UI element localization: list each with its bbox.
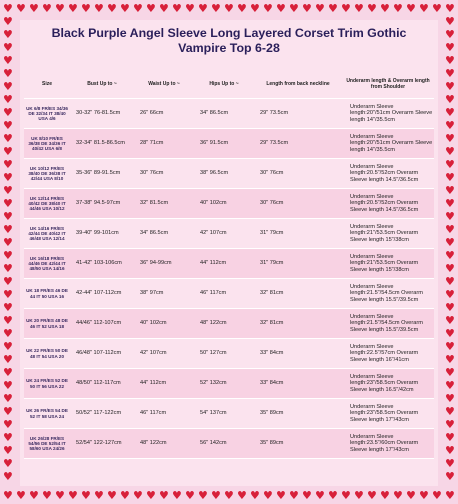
heart-icon: ♥ <box>185 2 195 15</box>
heart-icon: ♥ <box>3 327 13 340</box>
heart-icon: ♥ <box>406 489 416 502</box>
heart-icon: ♥ <box>445 379 455 392</box>
heart-icon: ♥ <box>237 2 247 15</box>
hips-cell: 50" 127cm <box>194 339 254 369</box>
heart-icon: ♥ <box>133 489 143 502</box>
heart-icon: ♥ <box>3 457 13 470</box>
heart-icon: ♥ <box>133 2 143 15</box>
bust-cell: 41-42" 103-106cm <box>70 249 134 279</box>
heart-icon: ♥ <box>315 2 325 15</box>
heart-icon: ♥ <box>445 470 455 483</box>
sleeve-cell: Underarm Sleeve length:21"/53.5cm Overarm Sleeve length 15"/38cm <box>342 249 434 279</box>
heart-icon: ♥ <box>224 489 234 502</box>
heart-icon: ♥ <box>3 197 13 210</box>
sleeve-cell: Underarm Sleeve length:20.5"/52cm Overarm Sleeve length 14.5"/36.5cm <box>342 189 434 219</box>
heart-icon: ♥ <box>3 489 13 502</box>
bust-cell: 39-40" 99-101cm <box>70 219 134 249</box>
heart-icon: ♥ <box>315 489 325 502</box>
waist-cell: 48" 122cm <box>134 429 194 459</box>
waist-cell: 44" 112cm <box>134 369 194 399</box>
table-row <box>24 369 434 399</box>
heart-icon: ♥ <box>445 327 455 340</box>
heart-icon: ♥ <box>211 2 221 15</box>
heart-icon: ♥ <box>445 405 455 418</box>
heart-icon: ♥ <box>16 489 26 502</box>
bust-cell: 30-32" 76-81.5cm <box>70 99 134 129</box>
heart-icon: ♥ <box>3 236 13 249</box>
heart-icon: ♥ <box>172 489 182 502</box>
heart-icon: ♥ <box>3 249 13 262</box>
hips-cell: 46" 117cm <box>194 279 254 309</box>
heart-icon: ♥ <box>3 288 13 301</box>
length-cell: 33" 84cm <box>254 339 342 369</box>
heart-icon: ♥ <box>29 489 39 502</box>
heart-icon: ♥ <box>432 489 442 502</box>
length-cell: 32" 81cm <box>254 309 342 339</box>
waist-cell: 30" 76cm <box>134 159 194 189</box>
waist-cell: 42" 107cm <box>134 339 194 369</box>
heart-icon: ♥ <box>445 489 455 502</box>
hips-cell: 42" 107cm <box>194 219 254 249</box>
heart-icon: ♥ <box>445 431 455 444</box>
length-cell: 31" 79cm <box>254 249 342 279</box>
heart-icon: ♥ <box>3 119 13 132</box>
heart-icon: ♥ <box>263 489 273 502</box>
header-hips: Hips Up to ~ <box>194 72 254 99</box>
sleeve-cell: Underarm Sleeve length:23"/58.5cm Overarm Sleeve length 17"/43cm <box>342 399 434 429</box>
size-cell: UK 26/28 FR/ES 54/56 DE 52/54 IT 58/60 USA 24/26 <box>24 429 70 459</box>
heart-icon: ♥ <box>3 379 13 392</box>
hips-cell: 40" 102cm <box>194 189 254 219</box>
sleeve-cell: Underarm Sleeve length:23"/58.5cm Overarm Sleeve length 16.5"/42cm <box>342 369 434 399</box>
heart-icon: ♥ <box>3 171 13 184</box>
size-cell: UK 14/16 FR/ES 42/44 DE 40/42 IT 46/48 USA 12/14 <box>24 219 70 249</box>
hips-cell: 36" 91.5cm <box>194 129 254 159</box>
table-row <box>24 99 434 129</box>
bust-cell: 32-34" 81.5-86.5cm <box>70 129 134 159</box>
heart-icon: ♥ <box>445 392 455 405</box>
table-row <box>24 279 434 309</box>
heart-icon: ♥ <box>3 392 13 405</box>
heart-icon: ♥ <box>445 93 455 106</box>
heart-icon: ♥ <box>3 314 13 327</box>
size-table <box>24 72 434 459</box>
heart-icon: ♥ <box>445 2 455 15</box>
heart-icon: ♥ <box>328 2 338 15</box>
heart-icon: ♥ <box>172 2 182 15</box>
length-cell: 29" 73.5cm <box>254 129 342 159</box>
heart-icon: ♥ <box>419 2 429 15</box>
heart-icon: ♥ <box>419 489 429 502</box>
bust-cell: 37-38" 94.5-97cm <box>70 189 134 219</box>
heart-icon: ♥ <box>3 366 13 379</box>
sleeve-cell: Underarm Sleeve length:20.5"/52cm Overarm Sleeve length 14.5"/36.5cm <box>342 159 434 189</box>
sleeve-cell: Underarm Sleeve length:23.5"/60cm Overarm Sleeve length 17"/43cm <box>342 429 434 459</box>
length-cell: 35" 89cm <box>254 429 342 459</box>
heart-icon: ♥ <box>3 210 13 223</box>
size-cell: UK 10/12 FR/ES 38/40 DE 36/38 IT 42/44 USA 8/10 <box>24 159 70 189</box>
heart-icon: ♥ <box>380 2 390 15</box>
heart-icon: ♥ <box>445 418 455 431</box>
heart-icon: ♥ <box>3 444 13 457</box>
header-size: Size <box>24 72 70 99</box>
length-cell: 29" 73.5cm <box>254 99 342 129</box>
hips-cell: 48" 122cm <box>194 309 254 339</box>
heart-icon: ♥ <box>393 2 403 15</box>
bust-cell: 48/50" 112-117cm <box>70 369 134 399</box>
waist-cell: 28" 71cm <box>134 129 194 159</box>
bust-cell: 50/52" 117-122cm <box>70 399 134 429</box>
heart-icon: ♥ <box>445 340 455 353</box>
heart-icon: ♥ <box>3 93 13 106</box>
header-bust: Bust Up to ~ <box>70 72 134 99</box>
length-cell: 33" 84cm <box>254 369 342 399</box>
heart-icon: ♥ <box>29 2 39 15</box>
heart-icon: ♥ <box>120 489 130 502</box>
hips-cell: 54" 137cm <box>194 399 254 429</box>
waist-cell: 40" 102cm <box>134 309 194 339</box>
heart-icon: ♥ <box>81 489 91 502</box>
heart-icon: ♥ <box>3 275 13 288</box>
heart-icon: ♥ <box>3 301 13 314</box>
heart-icon: ♥ <box>445 210 455 223</box>
bust-cell: 35-36" 89-91.5cm <box>70 159 134 189</box>
bust-cell: 52/54" 122-127cm <box>70 429 134 459</box>
table-row <box>24 129 434 159</box>
waist-cell: 32" 81.5cm <box>134 189 194 219</box>
table-row <box>24 219 434 249</box>
length-cell: 32" 81cm <box>254 279 342 309</box>
size-chart-sheet <box>20 20 438 486</box>
bust-cell: 44/46" 112-107cm <box>70 309 134 339</box>
heart-icon: ♥ <box>146 2 156 15</box>
heart-icon: ♥ <box>107 489 117 502</box>
size-cell: UK 16/18 FR/ES 44/46 DE 42/44 IT 48/50 USA 14/16 <box>24 249 70 279</box>
sleeve-cell: Underarm Sleeve length:21.5"/54.5cm Overarm Sleeve length 15.5"/39.5cm <box>342 279 434 309</box>
heart-icon: ♥ <box>3 470 13 483</box>
heart-icon: ♥ <box>3 41 13 54</box>
heart-icon: ♥ <box>42 489 52 502</box>
heart-icon: ♥ <box>289 489 299 502</box>
heart-icon: ♥ <box>445 28 455 41</box>
heart-icon: ♥ <box>250 2 260 15</box>
table-row <box>24 399 434 429</box>
size-cell: UK 8/10 FR/ES 36/38 DE 34/36 IT 40/42 USA 6/8 <box>24 129 70 159</box>
heart-icon: ♥ <box>3 67 13 80</box>
heart-icon: ♥ <box>198 2 208 15</box>
table-row <box>24 189 434 219</box>
heart-icon: ♥ <box>185 489 195 502</box>
table-row <box>24 309 434 339</box>
header-length: Length from back neckline <box>254 72 342 99</box>
heart-icon: ♥ <box>3 431 13 444</box>
size-cell: UK 22 FR/ES 50 DE 48 IT 54 USA 20 <box>24 339 70 369</box>
size-cell: UK 12/14 FR/ES 40/42 DE 38/40 IT 44/46 USA 10/12 <box>24 189 70 219</box>
hips-cell: 52" 132cm <box>194 369 254 399</box>
heart-icon: ♥ <box>445 275 455 288</box>
heart-icon: ♥ <box>3 158 13 171</box>
heart-icon: ♥ <box>380 489 390 502</box>
heart-icon: ♥ <box>42 2 52 15</box>
bust-cell: 46/48" 107-112cm <box>70 339 134 369</box>
heart-icon: ♥ <box>341 2 351 15</box>
heart-icon: ♥ <box>445 67 455 80</box>
hips-cell: 56" 142cm <box>194 429 254 459</box>
heart-icon: ♥ <box>3 106 13 119</box>
header-waist: Waist Up to ~ <box>134 72 194 99</box>
heart-icon: ♥ <box>445 236 455 249</box>
title-line-2: Vampire Top 6-28 <box>178 41 280 55</box>
size-cell: UK 20 FR/ES 48 DE 46 IT 52 USA 18 <box>24 309 70 339</box>
heart-icon: ♥ <box>3 353 13 366</box>
heart-icon: ♥ <box>211 489 221 502</box>
waist-cell: 46" 117cm <box>134 399 194 429</box>
heart-icon: ♥ <box>328 489 338 502</box>
heart-icon: ♥ <box>367 489 377 502</box>
heart-icon: ♥ <box>3 54 13 67</box>
waist-cell: 36" 94-99cm <box>134 249 194 279</box>
heart-icon: ♥ <box>276 2 286 15</box>
heart-icon: ♥ <box>3 340 13 353</box>
table-row <box>24 159 434 189</box>
waist-cell: 34" 86.5cm <box>134 219 194 249</box>
sleeve-cell: Underarm Sleeve length:20"/51cm Overarm Sleeve length 14"/35.5cm <box>342 99 434 129</box>
heart-icon: ♥ <box>94 2 104 15</box>
heart-icon: ♥ <box>432 2 442 15</box>
size-cell: UK 26 FR/ES 54 DE 52 IT 58 USA 24 <box>24 399 70 429</box>
length-cell: 31" 79cm <box>254 219 342 249</box>
heart-icon: ♥ <box>445 301 455 314</box>
heart-icon: ♥ <box>250 489 260 502</box>
heart-icon: ♥ <box>81 2 91 15</box>
heart-icon: ♥ <box>445 54 455 67</box>
waist-cell: 26" 66cm <box>134 99 194 129</box>
heart-icon: ♥ <box>198 489 208 502</box>
table-header-row <box>24 72 434 99</box>
heart-icon: ♥ <box>445 158 455 171</box>
waist-cell: 38" 97cm <box>134 279 194 309</box>
header-sleeve: Underarm length & Overarm length from Shoulder <box>342 72 434 99</box>
heart-icon: ♥ <box>3 15 13 28</box>
heart-icon: ♥ <box>3 80 13 93</box>
heart-icon: ♥ <box>276 489 286 502</box>
page-title <box>20 26 438 56</box>
heart-icon: ♥ <box>289 2 299 15</box>
heart-icon: ♥ <box>94 489 104 502</box>
size-cell: UK 24 FR/ES 52 DE 50 IT 56 USA 22 <box>24 369 70 399</box>
heart-icon: ♥ <box>445 444 455 457</box>
length-cell: 30" 76cm <box>254 159 342 189</box>
sleeve-cell: Underarm Sleeve length:21"/53.5cm Overarm Sleeve length 15"/38cm <box>342 219 434 249</box>
heart-icon: ♥ <box>445 457 455 470</box>
heart-icon: ♥ <box>159 2 169 15</box>
length-cell: 35" 89cm <box>254 399 342 429</box>
heart-icon: ♥ <box>445 353 455 366</box>
heart-icon: ♥ <box>3 2 13 15</box>
heart-icon: ♥ <box>55 2 65 15</box>
table-row <box>24 429 434 459</box>
sleeve-cell: Underarm Sleeve length:21.5"/54.5cm Overarm Sleeve length 15.5"/39.5cm <box>342 309 434 339</box>
heart-icon: ♥ <box>445 145 455 158</box>
heart-icon: ♥ <box>263 2 273 15</box>
heart-icon: ♥ <box>445 223 455 236</box>
heart-icon: ♥ <box>302 489 312 502</box>
heart-icon: ♥ <box>237 489 247 502</box>
title-line-1: Black Purple Angel Sleeve Long Layered Corset Trim Gothic <box>51 26 407 40</box>
heart-icon: ♥ <box>406 2 416 15</box>
heart-icon: ♥ <box>445 171 455 184</box>
heart-icon: ♥ <box>445 119 455 132</box>
heart-icon: ♥ <box>354 489 364 502</box>
length-cell: 30" 76cm <box>254 189 342 219</box>
sleeve-cell: Underarm Sleeve length:22.5"/57cm Overarm Sleeve length 16"/41cm <box>342 339 434 369</box>
heart-icon: ♥ <box>367 2 377 15</box>
heart-icon: ♥ <box>3 418 13 431</box>
heart-icon: ♥ <box>16 2 26 15</box>
heart-icon: ♥ <box>3 28 13 41</box>
hips-cell: 38" 96.5cm <box>194 159 254 189</box>
heart-icon: ♥ <box>302 2 312 15</box>
bust-cell: 42-44" 107-112cm <box>70 279 134 309</box>
heart-icon: ♥ <box>445 197 455 210</box>
heart-icon: ♥ <box>445 249 455 262</box>
heart-icon: ♥ <box>445 132 455 145</box>
heart-icon: ♥ <box>445 15 455 28</box>
heart-icon: ♥ <box>3 132 13 145</box>
heart-icon: ♥ <box>445 366 455 379</box>
sleeve-cell: Underarm Sleeve length:20"/51cm Overarm Sleeve length 14"/35.5cm <box>342 129 434 159</box>
hips-cell: 44" 112cm <box>194 249 254 279</box>
heart-icon: ♥ <box>354 2 364 15</box>
heart-icon: ♥ <box>445 80 455 93</box>
table-row <box>24 249 434 279</box>
heart-icon: ♥ <box>3 405 13 418</box>
heart-icon: ♥ <box>445 314 455 327</box>
heart-icon: ♥ <box>159 489 169 502</box>
heart-icon: ♥ <box>146 489 156 502</box>
heart-icon: ♥ <box>68 489 78 502</box>
heart-icon: ♥ <box>445 288 455 301</box>
heart-icon: ♥ <box>393 489 403 502</box>
heart-icon: ♥ <box>3 145 13 158</box>
heart-icon: ♥ <box>224 2 234 15</box>
heart-icon: ♥ <box>445 106 455 119</box>
heart-icon: ♥ <box>445 41 455 54</box>
heart-icon: ♥ <box>120 2 130 15</box>
heart-icon: ♥ <box>68 2 78 15</box>
hips-cell: 34" 86.5cm <box>194 99 254 129</box>
size-cell: UK 6/8 FR/ES 34/36 DE 32/34 IT 38/40 USA 4/6 <box>24 99 70 129</box>
table-row <box>24 339 434 369</box>
heart-icon: ♥ <box>107 2 117 15</box>
heart-icon: ♥ <box>445 184 455 197</box>
heart-icon: ♥ <box>3 184 13 197</box>
heart-icon: ♥ <box>445 262 455 275</box>
heart-icon: ♥ <box>3 262 13 275</box>
heart-icon: ♥ <box>341 489 351 502</box>
heart-icon: ♥ <box>3 223 13 236</box>
table-body <box>24 99 434 459</box>
heart-icon: ♥ <box>55 489 65 502</box>
size-cell: UK 18 FR/ES 46 DE 44 IT 50 USA 16 <box>24 279 70 309</box>
